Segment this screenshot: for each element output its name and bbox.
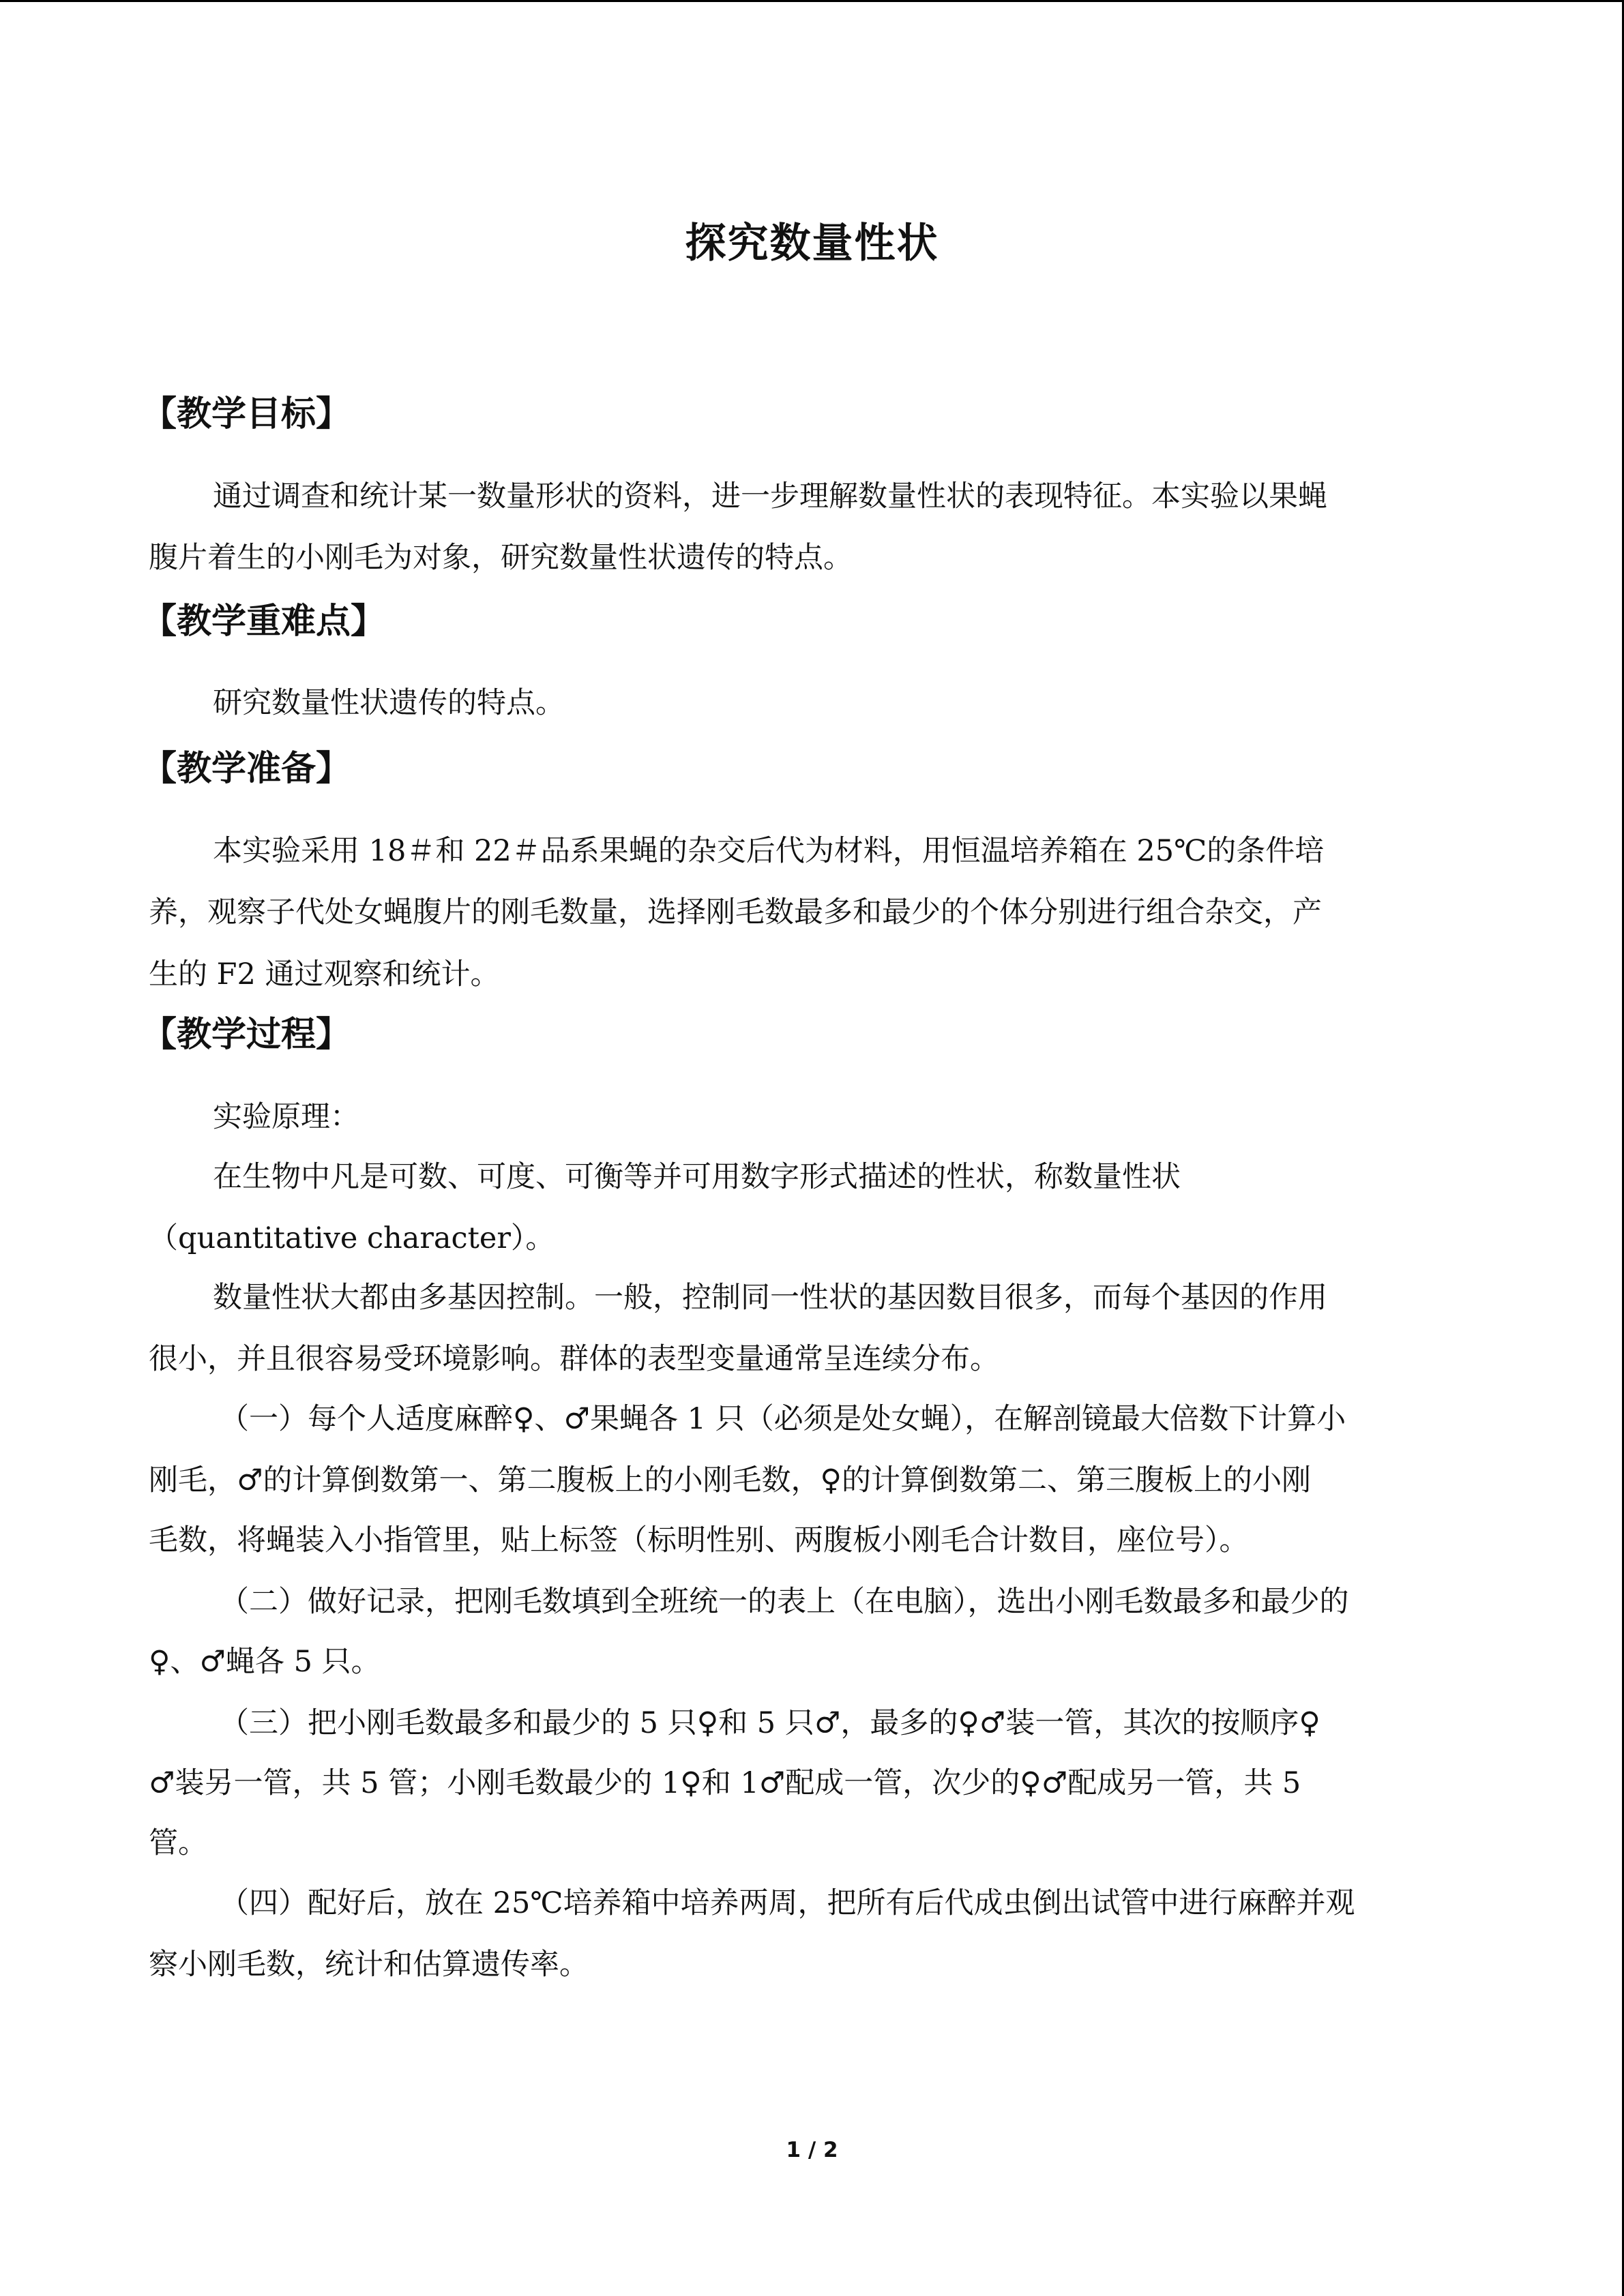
objectives-line: 腹片着生的小刚毛为对象，研究数量性状遗传的特点。 — [149, 541, 853, 575]
process-line: ♂装另一管，共 5 管；小刚毛数最少的 1♀和 1♂配成一管，次少的♀♂配成另一管，共 5 — [149, 1766, 1301, 1800]
process-line: （三）把小刚毛数最多和最少的 5 只♀和 5 只♂，最多的♀♂装一管，其次的按顺序♀ — [220, 1706, 1320, 1740]
page-number: 1 / 2 — [786, 2138, 838, 2162]
process-line: 在生物中凡是可数、可度、可衡等并可用数字形式描述的性状，称数量性状 — [213, 1160, 1181, 1194]
heading-process: 【教学过程】 — [142, 1015, 351, 1055]
heading-preparation: 【教学准备】 — [142, 749, 351, 789]
process-line: （四）配好后，放在 25℃培养箱中培养两周，把所有后代成虫倒出试管中进行麻醉并观 — [220, 1886, 1355, 1920]
preparation-line: 本实验采用 18＃和 22＃品系果蝇的杂交后代为材料，用恒温培养箱在 25℃的条件培 — [213, 834, 1325, 868]
preparation-line: 生的 F2 通过观察和统计。 — [149, 957, 500, 992]
process-line: 数量性状大都由多基因控制。一般，控制同一性状的基因数目很多，而每个基因的作用 — [213, 1281, 1327, 1315]
process-line: 管。 — [149, 1826, 207, 1860]
preparation-line: 养，观察子代处女蝇腹片的刚毛数量，选择刚毛数最多和最少的个体分别进行组合杂交，产 — [149, 895, 1322, 929]
process-line: （quantitative character）。 — [149, 1221, 555, 1255]
process-line: （一）每个人适度麻醉♀、♂果蝇各 1 只（必须是处女蝇），在解剖镜最大倍数下计算小 — [220, 1402, 1346, 1436]
heading-key-points: 【教学重难点】 — [142, 601, 386, 642]
process-line: 毛数，将蝇装入小指管里，贴上标签（标明性别、两腹板小刚毛合计数目，座位号）。 — [149, 1523, 1249, 1557]
page-title: 探究数量性状 — [685, 220, 939, 267]
objectives-line: 通过调查和统计某一数量形状的资料，进一步理解数量性状的表现特征。本实验以果蝇 — [213, 479, 1327, 513]
key-points-line: 研究数量性状遗传的特点。 — [213, 686, 565, 720]
process-line: 察小刚毛数，统计和估算遗传率。 — [149, 1948, 589, 1982]
heading-objectives: 【教学目标】 — [142, 394, 351, 434]
process-line: 实验原理： — [213, 1100, 359, 1134]
process-line: 很小，并且很容易受环境影响。群体的表型变量通常呈连续分布。 — [149, 1342, 999, 1376]
process-line: （二）做好记录，把刚毛数填到全班统一的表上（在电脑），选出小刚毛数最多和最少的 — [220, 1585, 1349, 1619]
process-line: 刚毛，♂的计算倒数第一、第二腹板上的小刚毛数，♀的计算倒数第二、第三腹板上的小刚 — [149, 1463, 1311, 1497]
process-line: ♀、♂蝇各 5 只。 — [149, 1645, 381, 1679]
